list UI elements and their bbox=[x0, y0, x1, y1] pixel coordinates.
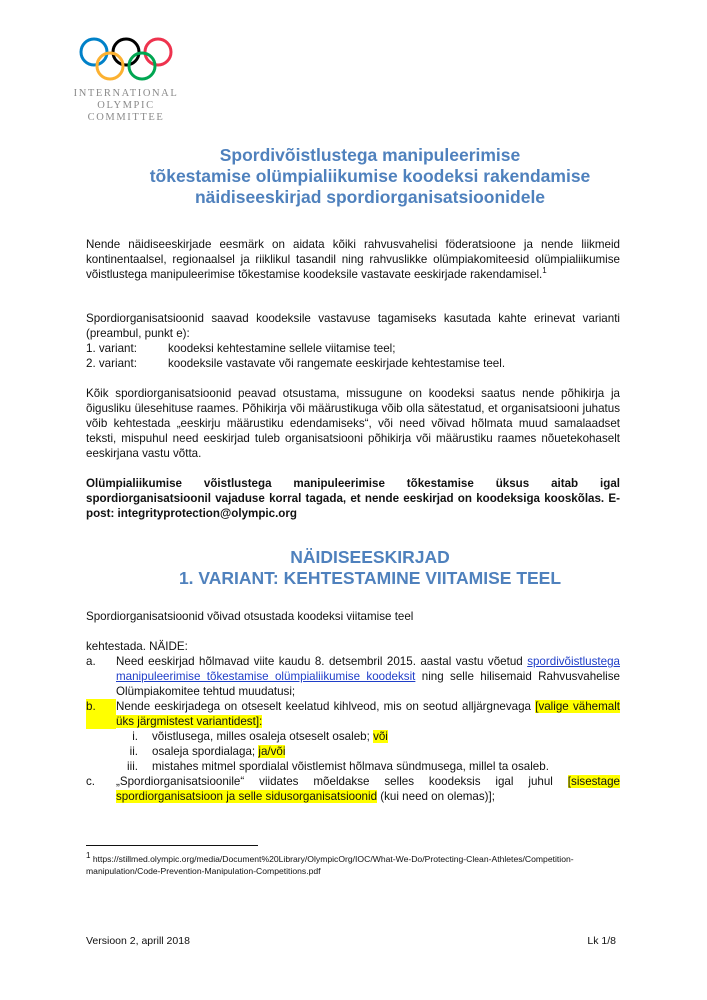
title-line: tõkestamise olümpialiikumise koodeksi rakendamise bbox=[149, 166, 591, 186]
footnote bbox=[86, 853, 626, 877]
variant-item bbox=[86, 356, 620, 371]
title-line: Spordivõistlustega manipuleerimise bbox=[219, 145, 521, 165]
rules-list bbox=[86, 654, 620, 804]
title-line: näidiseeskirjad spordiorganisatsioonidele bbox=[194, 187, 546, 207]
section-intro-1: Spordiorganisatsioonid võivad otsustada koodeksi viitamise teel bbox=[86, 610, 414, 623]
list-item-b bbox=[86, 699, 620, 729]
variant-text: koodeksi kehtestamine sellele viitamise teel; bbox=[168, 342, 396, 355]
highlighted-option: ja/või bbox=[258, 745, 286, 758]
sub-text: mistahes mitmel spordialal võistlemist hõlmava sündmusega, millel ta osaleb. bbox=[152, 760, 549, 773]
variant-label: 2. variant: bbox=[86, 357, 137, 370]
footnote-ref: 1 bbox=[542, 266, 547, 276]
list-marker: b. bbox=[86, 699, 116, 729]
options-block bbox=[86, 311, 620, 371]
olympic-rings-icon bbox=[78, 36, 174, 82]
ioc-name bbox=[64, 88, 188, 124]
sub-item bbox=[86, 744, 620, 759]
version-label: Versioon 2, aprill 2018 bbox=[86, 935, 190, 947]
sub-marker: iii. bbox=[127, 760, 138, 773]
section-heading-line: NÄIDISEESKIRJAD bbox=[290, 547, 450, 567]
sub-text: osaleja spordialaga; bbox=[152, 745, 256, 758]
highlighted-instruction: [valige vähemalt üks järgmistest variantidest]: bbox=[116, 700, 620, 728]
page-footer bbox=[86, 935, 616, 947]
page-number: Lk 1/8 bbox=[587, 935, 616, 947]
list-text: ning selle hilisemaid Rahvusvahelise Olümpiakomitee tehtud muudatusi; bbox=[116, 670, 621, 698]
decision-paragraph: Kõik spordiorganisatsioonid peavad otsustama, missugune on koodeksi saatus nende põhikirja ja õigusliku ülesehituse raames. Põhikirja või määrustikuga võib olla sätestatud, et organisatsiooni juhatus võib kehtestada „eeskirju määrustiku edendamiseks“, või need võivad hõlmata muud samalaadset teksti, mispuhul need eeskirjad tuleb organisatsiooni põhikirja või määrustiku raames nõuetekohaselt eeskirjana vastu võtta. bbox=[86, 387, 620, 460]
ioc-name-line: COMMITTEE bbox=[87, 112, 165, 123]
list-item-a bbox=[86, 654, 620, 699]
list-text: Nende eeskirjadega on otseselt keelatud kihlveod, mis on seotud alljärgnevaga bbox=[116, 700, 531, 713]
intro-text: Nende näidiseeskirjade eesmärk on aidata kõiki rahvusvahelisi föderatsioone ja nende liikmeid kontinentaalsel, regionaalsel ja riiklikul tasandil ning rahvuslikke olümpiakomiteesid olümpialiikumise võistlustega manipuleerimise tõkestamise koodeksile vastavate eeskirjade rakendamisel. bbox=[86, 238, 620, 281]
sub-marker: i. bbox=[132, 730, 138, 743]
contact-paragraph: Olümpialiikumise võistlustega manipuleerimise tõkestamise üksus aitab igal spordiorganisatsioonil vajaduse korral tagada, et nende eeskirjad on koodeksiga kooskõlas. E-post: integrityprotection@olympic.org bbox=[86, 477, 620, 520]
footnote-divider bbox=[86, 845, 258, 846]
options-lead: Spordiorganisatsioonid saavad koodeksile vastavuse tagamiseks kasutada kahte erinevat varianti (preambul, punkt e): bbox=[86, 312, 620, 340]
sub-item bbox=[86, 729, 620, 744]
sub-text: võistlusega, milles osaleja otseselt osaleb; bbox=[152, 730, 370, 743]
list-marker: c. bbox=[86, 775, 96, 788]
highlighted-instruction: [sisestage spordiorganisatsioon ja selle sidusorganisatsioonid bbox=[116, 775, 620, 803]
list-item-c bbox=[86, 774, 620, 804]
variant-item bbox=[86, 341, 620, 356]
intro-paragraph bbox=[86, 237, 620, 282]
section-heading-line: 1. VARIANT: KEHTESTAMINE VIITAMISE TEEL bbox=[178, 568, 562, 588]
code-link[interactable]: spordivõistlustega manipuleerimise tõkestamise olümpialiikumise koodeksit bbox=[116, 655, 620, 683]
ioc-name-line: INTERNATIONAL bbox=[73, 88, 179, 99]
section-intro-2: kehtestada. NÄIDE: bbox=[86, 640, 188, 653]
variant-label: 1. variant: bbox=[86, 342, 137, 355]
ioc-logo bbox=[64, 36, 184, 124]
list-text: (kui need on olemas)]; bbox=[380, 790, 495, 803]
list-text: Need eeskirjad hõlmavad viite kaudu 8. detsembril 2015. aastal vastu võetud bbox=[116, 655, 523, 668]
footnote-number: 1 bbox=[86, 851, 91, 861]
variant-text: koodeksile vastavate või rangemate eeskirjade kehtestamise teel. bbox=[168, 357, 506, 370]
list-marker: a. bbox=[86, 655, 96, 668]
sub-item bbox=[86, 759, 620, 774]
list-text: „Spordiorganisatsioonile“ viidates mõeldakse selles koodeksis igal juhul bbox=[116, 775, 553, 788]
document-title bbox=[90, 145, 650, 208]
highlighted-option: või bbox=[373, 730, 388, 743]
footnote-url[interactable]: https://stillmed.olympic.org/media/Document%20Library/OlympicOrg/IOC/What-We-Do/Protecting-Clean-Athletes/Competition-manipulation/Code-Prevention-Manipulation-Competitions.pdf bbox=[86, 854, 574, 876]
section-heading bbox=[90, 547, 650, 589]
sub-marker: ii. bbox=[129, 745, 138, 758]
ioc-name-line: OLYMPIC bbox=[97, 100, 155, 111]
